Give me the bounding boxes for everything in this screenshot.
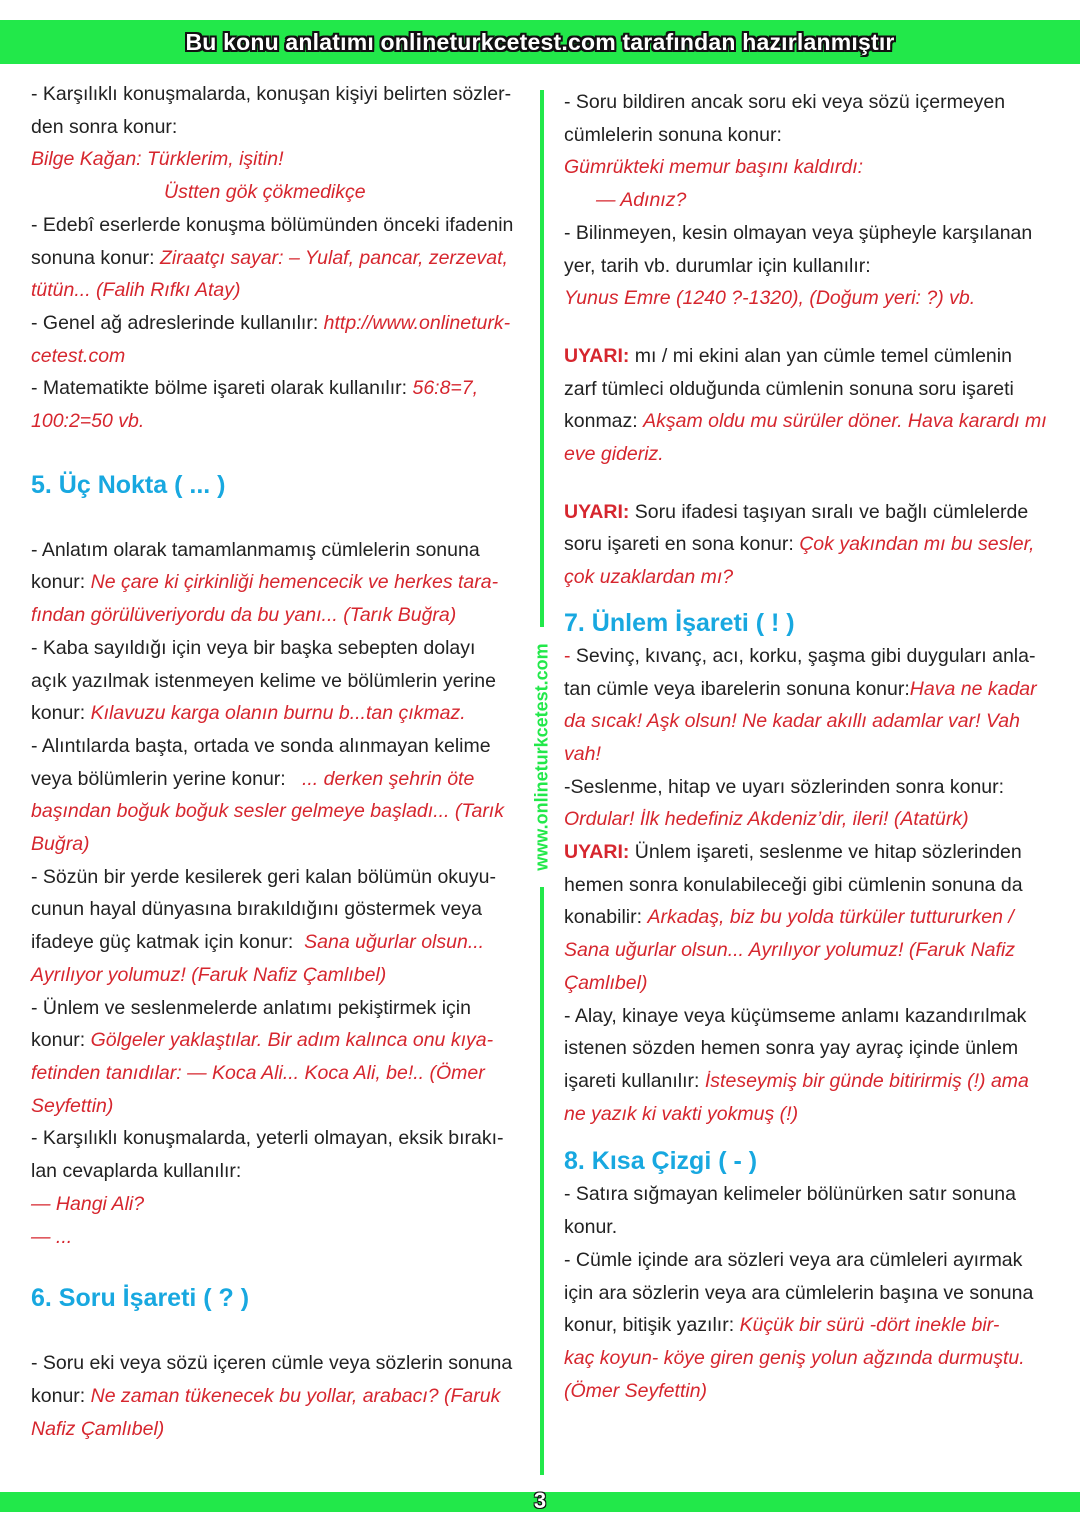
text-span: konur, bitişik yazılır:: [564, 1314, 740, 1337]
example-line: kaç koyun- köye giren geniş yolun ağzında durmuştu.: [564, 1346, 1025, 1369]
text-span: veya bölümlerin yerine konur:: [31, 767, 302, 790]
text-line: [31, 1024, 531, 1057]
example-line: eve gideriz.: [564, 443, 664, 466]
example-line: Ayrılıyor yolumuz! (Faruk Nafiz Çamlıbel): [31, 963, 387, 986]
example-span: Çok yakından mı bu sesler,: [799, 533, 1035, 556]
example-span: Küçük bir sürü -dört inekle bir-: [739, 1314, 1000, 1337]
text-line: [31, 1380, 531, 1413]
sidebar-watermark: www.onlineturkcetest.com: [531, 643, 552, 871]
example-span: Sana uğurlar olsun...: [304, 931, 485, 954]
watermark-box: [528, 627, 556, 887]
example-line: tütün... (Falih Rıfkı Atay): [31, 279, 241, 302]
text-line: [31, 697, 531, 730]
example-span: Kılavuzu karga olanın burnu b...tan çıkmaz.: [90, 702, 466, 725]
example-line: — Hangi Ali?: [31, 1192, 145, 1215]
text-line: - Sözün bir yerde kesilerek geri kalan bölümün okuyu-: [31, 865, 496, 888]
example-span: ... derken şehrin öte: [301, 767, 475, 790]
text-span: konur:: [31, 571, 91, 594]
text-line: [564, 340, 1064, 373]
example-line: Üstten gök çökmedikçe: [164, 181, 366, 204]
example-line: Buğra): [31, 833, 90, 856]
text-line: - Alıntılarda başta, ortada ve sonda alınmayan kelime: [31, 734, 491, 757]
text-line: için ara sözlerin veya ara cümlelerin başına ve sonuna: [564, 1281, 1034, 1304]
text-line: - Soru eki veya sözü içeren cümle veya sözlerin sonuna: [31, 1352, 513, 1375]
text-line: - Soru bildiren ancak soru eki veya sözü içermeyen: [564, 91, 1006, 113]
text-line: [564, 901, 1064, 934]
example-line: — ...: [31, 1225, 73, 1248]
example-line: Sana uğurlar olsun... Ayrılıyor yolumuz! (Faruk Nafiz: [564, 939, 1016, 962]
text-line: [564, 836, 1064, 869]
text-line: - Kaba sayıldığı için veya bir başka sebepten dolayı: [31, 636, 476, 659]
text-line: [564, 1309, 1064, 1342]
text-line: - Karşılıklı konuşmalarda, yeterli olmayan, eksik bırakı-: [31, 1127, 504, 1150]
example-line: (Ömer Seyfettin): [564, 1379, 708, 1402]
text-line: zarf tümleci olduğunda cümlenin sonuna soru işareti: [564, 377, 1014, 400]
text-line: - Karşılıklı konuşmalarda, konuşan kişiyi belirten sözler-: [31, 83, 512, 105]
warning-label: UYARI:: [564, 500, 630, 523]
text-line: lan cevaplarda kullanılır:: [31, 1160, 242, 1183]
text-span: - Genel ağ adreslerinde kullanılır:: [31, 311, 324, 334]
example-url: http://www.onlineturk-: [323, 311, 511, 334]
text-line: [31, 372, 531, 405]
example-line: Ordular! İlk hedefiniz Akdeniz’dir, ileri! (Atatürk): [564, 808, 969, 831]
text-line: - Alay, kinaye veya küçümseme anlamı kazandırılmak: [564, 1004, 1027, 1027]
text-line: - Edebî eserlerde konuşma bölümünden önceki ifadenin: [31, 213, 514, 236]
example-line: başından boğuk boğuk sesler gelmeye başladı... (Tarık: [31, 800, 504, 823]
text-line: [564, 528, 1064, 561]
text-line: [31, 242, 531, 275]
text-line: - Cümle içinde ara sözleri veya ara cümleleri ayırmak: [564, 1248, 1023, 1271]
example-line: vah!: [564, 742, 601, 765]
text-line: [31, 763, 531, 796]
example-span: Ziraatçı sayar: – Yulaf, pancar, zerzevat,: [160, 246, 508, 269]
example-url: cetest.com: [31, 344, 126, 367]
example-span: Hava ne kadar: [909, 677, 1037, 700]
text-span: - Matematikte bölme işareti olarak kullanılır:: [31, 377, 413, 400]
text-span: konmaz:: [564, 410, 644, 433]
text-line: açık yazılmak istenmeyen kelime ve bölümlerin yerine: [31, 669, 496, 692]
example-line: Seyfettin): [31, 1094, 114, 1117]
section-heading: 8. Kısa Çizgi ( - ): [564, 1147, 758, 1176]
text-line: - Ünlem ve seslenmelerde anlatımı pekiştirmek için: [31, 996, 471, 1019]
example-span: 56:8=7,: [412, 377, 479, 400]
text-line: -Seslenme, hitap ve uyarı sözlerinden sonra konur:: [564, 775, 1005, 798]
text-line: [564, 673, 1064, 706]
text-span: konur:: [31, 1029, 91, 1052]
text-line: [31, 566, 531, 599]
example-span: İsteseymiş bir günde bitirirmiş (!) ama: [704, 1069, 1029, 1092]
text-span: konabilir:: [564, 906, 648, 929]
section-heading: 5. Üç Nokta ( ... ): [31, 470, 226, 499]
example-line: Çamlıbel): [564, 971, 648, 994]
example-line: fından görülüveriyordu da bu yanı... (Tarık Buğra): [31, 604, 457, 627]
text-line: [564, 640, 1064, 673]
text-span: ifadeye güç katmak için konur:: [31, 931, 305, 954]
example-line: Gümrükteki memur başını kaldırdı:: [564, 156, 864, 179]
text-line: [564, 1065, 1064, 1098]
text-span: konur:: [31, 1384, 91, 1407]
example-line: 100:2=50 vb.: [31, 410, 145, 433]
example-line: — Adınız?: [596, 189, 687, 212]
example-line: fetinden tanıdılar: — Koca Ali... Koca Ali, be!.. (Ömer: [31, 1061, 485, 1084]
text-line: - Satıra sığmayan kelimeler bölünürken satır sonuna: [564, 1183, 1016, 1206]
text-line: konur.: [564, 1216, 618, 1239]
page-header: [0, 20, 1080, 64]
text-span: işareti kullanılır:: [564, 1069, 705, 1092]
warning-label: UYARI:: [564, 344, 630, 367]
text-line: - Bilinmeyen, kesin olmayan veya şüpheyle karşılanan: [564, 221, 1033, 244]
right-column: [564, 86, 1064, 1407]
header-title: Bu konu anlatımı onlineturkcetest.com tarafından hazırlanmıştır: [185, 28, 895, 55]
example-line: çok uzaklardan mı?: [564, 566, 734, 589]
example-line: Yunus Emre (1240 ?-1320), (Doğum yeri: ?) vb.: [564, 287, 976, 310]
text-span: tan cümle veya ibarelerin sonuna konur:: [564, 677, 910, 700]
text-line: [564, 405, 1064, 438]
example-span: Ne çare ki çirkinliği hemencecik ve herkes tara-: [90, 571, 499, 594]
example-line: ne yazık ki vakti yokmuş (!): [564, 1102, 799, 1125]
text-line: istenen sözden hemen sonra yay ayraç içinde ünlem: [564, 1037, 1019, 1060]
left-column: [31, 78, 531, 1445]
text-span: mı / mi ekini alan yan cümle temel cümlenin: [629, 344, 1012, 367]
warning-label: UYARI:: [564, 841, 630, 864]
text-line: den sonra konur:: [31, 115, 178, 138]
example-line: Bilge Kağan: Türklerim, işitin!: [31, 148, 284, 171]
example-span: Ne zaman tükenecek bu yollar, arabacı? (Faruk: [90, 1384, 501, 1407]
text-line: yer, tarih vb. durumlar için kullanılır:: [564, 254, 871, 277]
text-span: sonuna konur:: [31, 246, 161, 269]
example-span: Gölgeler yaklaştılar. Bir adım kalınca onu kıya-: [90, 1029, 494, 1052]
example-span: Akşam oldu mu sürüler döner. Hava karardı mı: [643, 410, 1047, 433]
text-line: [31, 926, 531, 959]
text-line: cunun hayal dünyasına bırakıldığını göstermek veya: [31, 898, 482, 921]
page-number: 3: [533, 1488, 547, 1513]
text-line: cümlelerin sonuna konur:: [564, 123, 782, 146]
text-span: Sevinç, kıvanç, acı, korku, şaşma gibi duyguları anla-: [575, 644, 1036, 667]
text-line: [31, 307, 531, 340]
section-heading: 6. Soru İşareti ( ? ): [31, 1284, 250, 1313]
section-heading: 7. Ünlem İşareti ( ! ): [564, 608, 795, 637]
example-span: Arkadaş, biz bu yolda türküler tuttururken /: [647, 906, 1014, 929]
text-span: Ünlem işareti, seslenme ve hitap sözlerinden: [629, 841, 1022, 864]
text-line: hemen sonra konulabileceği gibi cümlenin sonuna da: [564, 873, 1023, 896]
text-span: -: [564, 644, 576, 667]
example-line: Nafiz Çamlıbel): [31, 1417, 165, 1440]
text-line: [564, 496, 1064, 529]
text-span: konur:: [31, 702, 91, 725]
text-span: Soru ifadesi taşıyan sıralı ve bağlı cümlelerde: [629, 500, 1029, 523]
example-line: da sıcak! Aşk olsun! Ne kadar akıllı adamlar var! Vah: [564, 710, 1020, 733]
text-span: soru işareti en sona konur:: [564, 533, 800, 556]
text-line: - Anlatım olarak tamamlanmamış cümlelerin sonuna: [31, 538, 480, 561]
